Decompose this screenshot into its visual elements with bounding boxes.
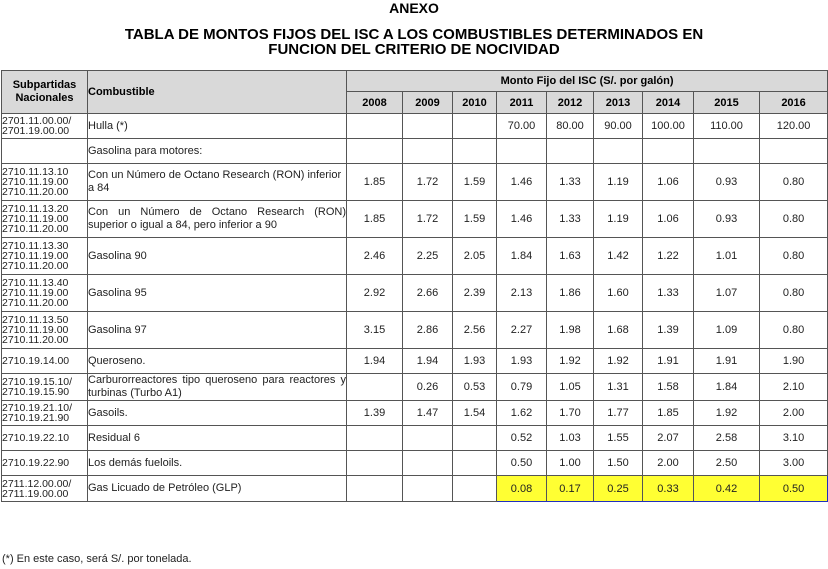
header-monto-fijo: Monto Fijo del ISC (S/. por galón): [347, 71, 828, 92]
subpartida-code: 2710.19.15.10/: [2, 376, 73, 388]
subpartida-code: 2711.19.00.00: [2, 487, 69, 500]
amount-cell: 0.80: [760, 164, 828, 201]
table-row: [2, 426, 828, 451]
year-header: 2010: [453, 92, 497, 114]
amount-cell: 1.93: [453, 349, 497, 374]
table-body: [2, 114, 828, 502]
amount-cell: 1.31: [594, 374, 643, 401]
subpartida-code: 2710.19.21.10/: [2, 402, 73, 414]
amount-cell: 1.85: [347, 201, 403, 238]
amount-cell: [403, 451, 453, 476]
amount-cell: 1.19: [594, 201, 643, 238]
amount-cell: 1.70: [547, 401, 594, 426]
amount-cell: 0.42: [694, 476, 760, 502]
combustible-cell: Con un Número de Octano Research (RON) inferior a 84: [88, 164, 347, 201]
amount-cell: 0.25: [594, 476, 643, 502]
subpartida-cell: [2, 476, 88, 502]
amount-cell: 1.94: [347, 349, 403, 374]
amount-cell: 2.46: [347, 238, 403, 275]
combustible-cell: Hulla (*): [88, 114, 347, 139]
table-row: [2, 401, 828, 426]
amount-cell: 1.54: [453, 401, 497, 426]
amount-cell: 1.85: [347, 164, 403, 201]
amount-cell: [453, 426, 497, 451]
amount-cell: [453, 114, 497, 139]
amount-cell: 1.62: [497, 401, 547, 426]
amount-cell: 1.46: [497, 164, 547, 201]
amount-cell: 2.00: [643, 451, 694, 476]
amount-cell: [403, 114, 453, 139]
amount-cell: 1.05: [547, 374, 594, 401]
amount-cell: 3.00: [760, 451, 828, 476]
subpartida-code: 2710.11.19.00: [2, 287, 69, 299]
amount-cell: 0.53: [453, 374, 497, 401]
title-line-2: FUNCION DEL CRITERIO DE NOCIVIDAD: [268, 41, 560, 58]
amount-cell: 70.00: [497, 114, 547, 139]
amount-cell: 1.55: [594, 426, 643, 451]
amount-cell: 1.00: [547, 451, 594, 476]
amount-cell: 1.72: [403, 201, 453, 238]
amount-cell: 2.13: [497, 275, 547, 312]
amount-cell: 2.27: [497, 312, 547, 349]
amount-cell: 80.00: [547, 114, 594, 139]
amount-cell: 1.42: [594, 238, 643, 275]
amount-cell: [594, 139, 643, 164]
subpartida-code: 2711.12.00.00/: [2, 477, 72, 490]
amount-cell: 3.15: [347, 312, 403, 349]
table-row: [2, 349, 828, 374]
amount-cell: 2.50: [694, 451, 760, 476]
combustible-cell: Gasolina 95: [88, 275, 347, 312]
amount-cell: [547, 139, 594, 164]
amount-cell: 1.33: [547, 164, 594, 201]
amount-cell: 1.60: [594, 275, 643, 312]
amount-cell: 1.59: [453, 201, 497, 238]
amount-cell: 1.46: [497, 201, 547, 238]
subpartida-cell: [2, 451, 88, 476]
table-row: [2, 312, 828, 349]
amount-cell: [453, 451, 497, 476]
subpartida-cell: [2, 164, 88, 201]
amount-cell: 120.00: [760, 114, 828, 139]
amount-cell: 90.00: [594, 114, 643, 139]
table-row: [2, 374, 828, 401]
amount-cell: 0.93: [694, 201, 760, 238]
amount-cell: 0.33: [643, 476, 694, 502]
amount-cell: 1.86: [547, 275, 594, 312]
amount-cell: [453, 139, 497, 164]
amount-cell: 110.00: [694, 114, 760, 139]
amount-cell: 1.77: [594, 401, 643, 426]
subpartida-code: 2710.11.13.30: [2, 240, 69, 252]
table-row: [2, 201, 828, 238]
amount-cell: 1.33: [643, 275, 694, 312]
year-header: 2009: [403, 92, 453, 114]
subpartida-code: 2710.11.20.00: [2, 260, 69, 272]
amount-cell: 1.98: [547, 312, 594, 349]
header-combustible: Combustible: [88, 71, 347, 114]
amount-cell: 1.06: [643, 201, 694, 238]
footnote: (*) En este caso, será S/. por tonelada.: [2, 553, 192, 565]
table-row: [2, 139, 828, 164]
amount-cell: 0.17: [547, 476, 594, 502]
combustible-cell: Gasolina 90: [88, 238, 347, 275]
amount-cell: [403, 426, 453, 451]
year-header: 2011: [497, 92, 547, 114]
subpartida-code: 2710.11.20.00: [2, 186, 69, 198]
subpartida-code: 2710.11.20.00: [2, 297, 69, 309]
amount-cell: 2.58: [694, 426, 760, 451]
amount-cell: [347, 476, 403, 502]
amount-cell: 1.92: [694, 401, 760, 426]
subpartida-code: 2710.11.19.00: [2, 324, 69, 336]
amount-cell: 0.80: [760, 238, 828, 275]
amount-cell: 1.91: [694, 349, 760, 374]
table-row: [2, 451, 828, 476]
amount-cell: 1.09: [694, 312, 760, 349]
amount-cell: [497, 139, 547, 164]
subpartida-code: 2710.11.20.00: [2, 223, 69, 235]
table-row: [2, 114, 828, 139]
subpartida-code: 2710.19.14.00: [2, 355, 70, 367]
year-header: 2016: [760, 92, 828, 114]
amount-cell: 0.52: [497, 426, 547, 451]
amount-cell: [403, 139, 453, 164]
amount-cell: [694, 139, 760, 164]
subpartida-cell: [2, 374, 88, 401]
amount-cell: 2.56: [453, 312, 497, 349]
table-row: [2, 275, 828, 312]
table-row: [2, 164, 828, 201]
amount-cell: [347, 426, 403, 451]
combustible-cell: Queroseno.: [88, 349, 347, 374]
amount-cell: 0.26: [403, 374, 453, 401]
amount-cell: 1.59: [453, 164, 497, 201]
amount-cell: 1.58: [643, 374, 694, 401]
combustible-cell: Carburorreactores tipo queroseno para reactores y turbinas (Turbo A1): [88, 374, 346, 399]
amount-cell: 1.47: [403, 401, 453, 426]
amount-cell: 1.85: [643, 401, 694, 426]
amount-cell: 2.92: [347, 275, 403, 312]
subpartida-cell: [2, 401, 88, 426]
subpartida-cell: [2, 275, 88, 312]
amount-cell: 0.80: [760, 312, 828, 349]
amount-cell: 0.50: [760, 476, 828, 502]
header-subpartidas: Subpartidas Nacionales: [2, 71, 88, 114]
combustible-cell: Gasoils.: [88, 401, 347, 426]
amount-cell: 1.50: [594, 451, 643, 476]
amount-cell: 1.39: [643, 312, 694, 349]
subpartida-code: 2701.11.00.00/: [2, 115, 72, 127]
table-row: [2, 476, 828, 502]
amount-cell: 0.79: [497, 374, 547, 401]
annex-heading: ANEXO: [389, 0, 439, 16]
amount-cell: 1.07: [694, 275, 760, 312]
subpartida-code: 2710.11.19.00: [2, 250, 69, 262]
combustible-cell: Gasolina 97: [88, 312, 347, 349]
amount-cell: 1.84: [497, 238, 547, 275]
amount-cell: 1.39: [347, 401, 403, 426]
amount-cell: 0.80: [760, 201, 828, 238]
subpartida-cell: [2, 426, 88, 451]
combustible-cell: Gas Licuado de Petróleo (GLP): [88, 476, 347, 502]
amount-cell: 0.93: [694, 164, 760, 201]
amount-cell: 3.10: [760, 426, 828, 451]
subpartida-cell: [2, 114, 88, 139]
amount-cell: 2.86: [403, 312, 453, 349]
amount-cell: 1.93: [497, 349, 547, 374]
subpartida-cell: [2, 238, 88, 275]
title-line-1: TABLA DE MONTOS FIJOS DEL ISC A LOS COMBUSTIBLES DETERMINADOS EN: [124, 26, 704, 43]
combustible-cell: Con un Número de Octano Research (RON) superior o igual a 84, pero inferior a 90: [88, 201, 347, 238]
amount-cell: 1.06: [643, 164, 694, 201]
amount-cell: 1.72: [403, 164, 453, 201]
subpartida-code: 2710.19.22.90: [2, 457, 70, 469]
subpartida-code: 2710.11.13.50: [2, 314, 69, 326]
amount-cell: 1.90: [760, 349, 828, 374]
table-row: [2, 238, 828, 275]
amount-cell: [643, 139, 694, 164]
amount-cell: 1.92: [547, 349, 594, 374]
amount-cell: 1.92: [594, 349, 643, 374]
amount-cell: [403, 476, 453, 502]
amount-cell: 2.05: [453, 238, 497, 275]
amount-cell: [453, 476, 497, 502]
subpartida-code: 2710.11.13.10: [2, 166, 69, 178]
amount-cell: 1.19: [594, 164, 643, 201]
year-header: 2008: [347, 92, 403, 114]
subpartida-code: 2701.19.00.00: [2, 125, 70, 137]
combustible-cell: Los demás fueloils.: [88, 451, 347, 476]
amount-cell: 1.94: [403, 349, 453, 374]
subpartida-code: 2710.19.15.90: [2, 386, 70, 398]
amount-cell: [760, 139, 828, 164]
amount-cell: 2.25: [403, 238, 453, 275]
year-header: 2014: [643, 92, 694, 114]
amount-cell: 1.33: [547, 201, 594, 238]
isc-amounts-table: [1, 70, 828, 502]
amount-cell: 100.00: [643, 114, 694, 139]
year-header: 2013: [594, 92, 643, 114]
subpartida-cell: [2, 349, 88, 374]
amount-cell: 1.03: [547, 426, 594, 451]
amount-cell: 2.39: [453, 275, 497, 312]
amount-cell: [347, 374, 403, 401]
subpartida-code: 2710.19.21.90: [2, 412, 70, 424]
subpartida-code: 2710.11.13.20: [2, 203, 69, 215]
amount-cell: [347, 451, 403, 476]
subpartida-code: 2710.11.13.40: [2, 277, 69, 289]
document-title: [0, 27, 828, 57]
subpartida-code: 2710.19.22.10: [2, 432, 70, 444]
combustible-cell: Residual 6: [88, 426, 347, 451]
amount-cell: 2.66: [403, 275, 453, 312]
subpartida-cell: [2, 201, 88, 238]
subpartida-code: 2710.11.20.00: [2, 334, 69, 346]
amount-cell: 2.00: [760, 401, 828, 426]
subpartida-cell: [2, 312, 88, 349]
subpartida-cell: [2, 139, 88, 164]
amount-cell: 1.68: [594, 312, 643, 349]
amount-cell: 2.07: [643, 426, 694, 451]
amount-cell: 1.63: [547, 238, 594, 275]
amount-cell: 2.10: [760, 374, 828, 401]
amount-cell: [347, 114, 403, 139]
amount-cell: 1.84: [694, 374, 760, 401]
subpartida-code: 2710.11.19.00: [2, 176, 69, 188]
amount-cell: [347, 139, 403, 164]
year-header: 2012: [547, 92, 594, 114]
amount-cell: 1.01: [694, 238, 760, 275]
combustible-cell: Gasolina para motores:: [88, 139, 347, 164]
amount-cell: 1.91: [643, 349, 694, 374]
amount-cell: 0.80: [760, 275, 828, 312]
amount-cell: 0.50: [497, 451, 547, 476]
amount-cell: 1.22: [643, 238, 694, 275]
amount-cell: 0.08: [497, 476, 547, 502]
subpartida-code: 2710.11.19.00: [2, 213, 69, 225]
year-header: 2015: [694, 92, 760, 114]
